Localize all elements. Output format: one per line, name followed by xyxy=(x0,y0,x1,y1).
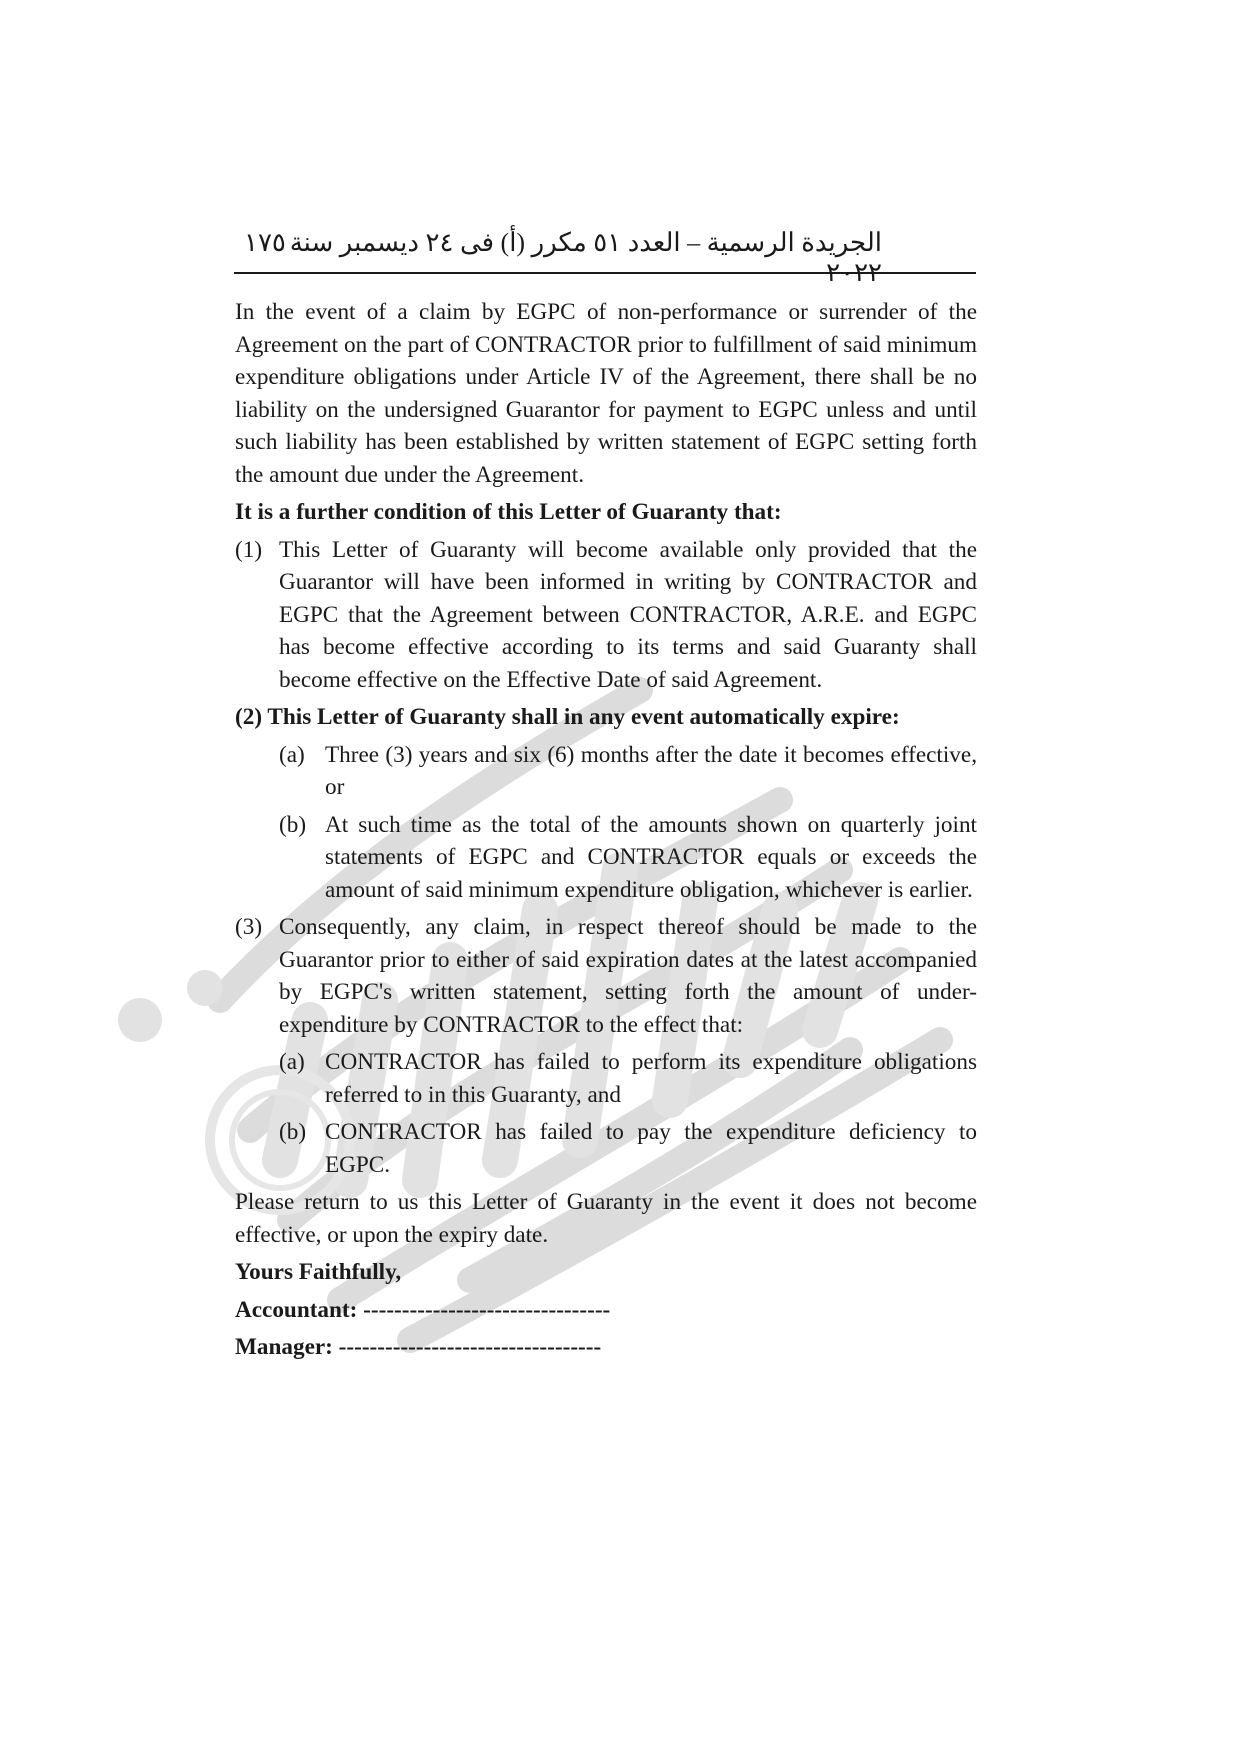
condition-heading: It is a further condition of this Letter of Guaranty that: xyxy=(235,499,782,525)
list-item-3a-text: CONTRACTOR has failed to perform its expenditure obligations referred to in this Guaranty, and xyxy=(325,1049,977,1108)
list-item-3a-marker: (a) xyxy=(279,1049,305,1075)
list-item-2a xyxy=(235,739,977,804)
list-item-2a-marker: (a) xyxy=(279,741,305,768)
list-item-3a xyxy=(235,1046,977,1111)
list-item-3b xyxy=(235,1116,977,1181)
sign-off: Yours Faithfully, xyxy=(235,1259,402,1285)
list-item-1-text: This Letter of Guaranty will become available only provided that the Guarantor will have been informed in writing by CONTRACTOR and EGPC that the Agreement between CONTRACTOR, A.R.E. and EGPC has become effective according to its terms and said Guaranty shall become effective on the Effective Date of said Agreement. xyxy=(279,536,977,693)
list-item-2-heading: (2) This Letter of Guaranty shall in any event automatically expire: xyxy=(235,704,900,730)
list-item-2b xyxy=(235,809,977,907)
list-item-2b-text: At such time as the total of the amounts shown on quarterly joint statements of EGPC and CONTRACTOR equals or exceeds the amount of said minimum expenditure obligation, whichever is earlier. xyxy=(325,811,977,903)
accountant-signature-line: Accountant: -------------------------------- xyxy=(235,1296,611,1323)
closing-paragraph: Please return to us this Letter of Guaranty in the event it does not become effective, or upon the expiry date. xyxy=(235,1189,977,1248)
list-item-3b-marker: (b) xyxy=(279,1119,307,1145)
list-item-3-text: Consequently, any claim, in respect thereof should be made to the Guarantor prior to either of said expiration dates at the latest accompanied by EGPC's written statement, setting forth the amount of under-expenditure by CONTRACTOR to the effect that: xyxy=(279,914,977,1038)
list-item-3-marker: (3) xyxy=(235,914,263,940)
letter-body xyxy=(235,296,977,1364)
list-item-1-marker: (1) xyxy=(235,536,263,563)
list-item-1 xyxy=(235,534,977,697)
page-number: ١٧٥ xyxy=(244,228,286,257)
manager-signature-line: Manager: ---------------------------------- xyxy=(235,1334,602,1360)
list-item-3 xyxy=(235,911,977,1041)
intro-paragraph: In the event of a claim by EGPC of non-performance or surrender of the Agreement on the part of CONTRACTOR prior to fulfillment of said minimum expenditure obligations under Article IV of the Agreement, there shall be no liability on the undersigned Guarantor for payment to EGPC unless and until such liability has been established by written statement of EGPC setting forth the amount due under the Agreement. xyxy=(235,299,977,488)
list-item-2b-marker: (b) xyxy=(279,811,307,838)
gazette-title: الجريدة الرسمية – العدد ٥١ مكرر (أ) فى ٢٤ ديسمبر سنة ٢٠٢٢ xyxy=(289,228,882,287)
list-item-2a-text: Three (3) years and six (6) months after the date it becomes effective, or xyxy=(325,741,977,800)
page-header xyxy=(234,226,976,287)
list-item-3b-text: CONTRACTOR has failed to pay the expenditure deficiency to EGPC. xyxy=(325,1119,977,1178)
